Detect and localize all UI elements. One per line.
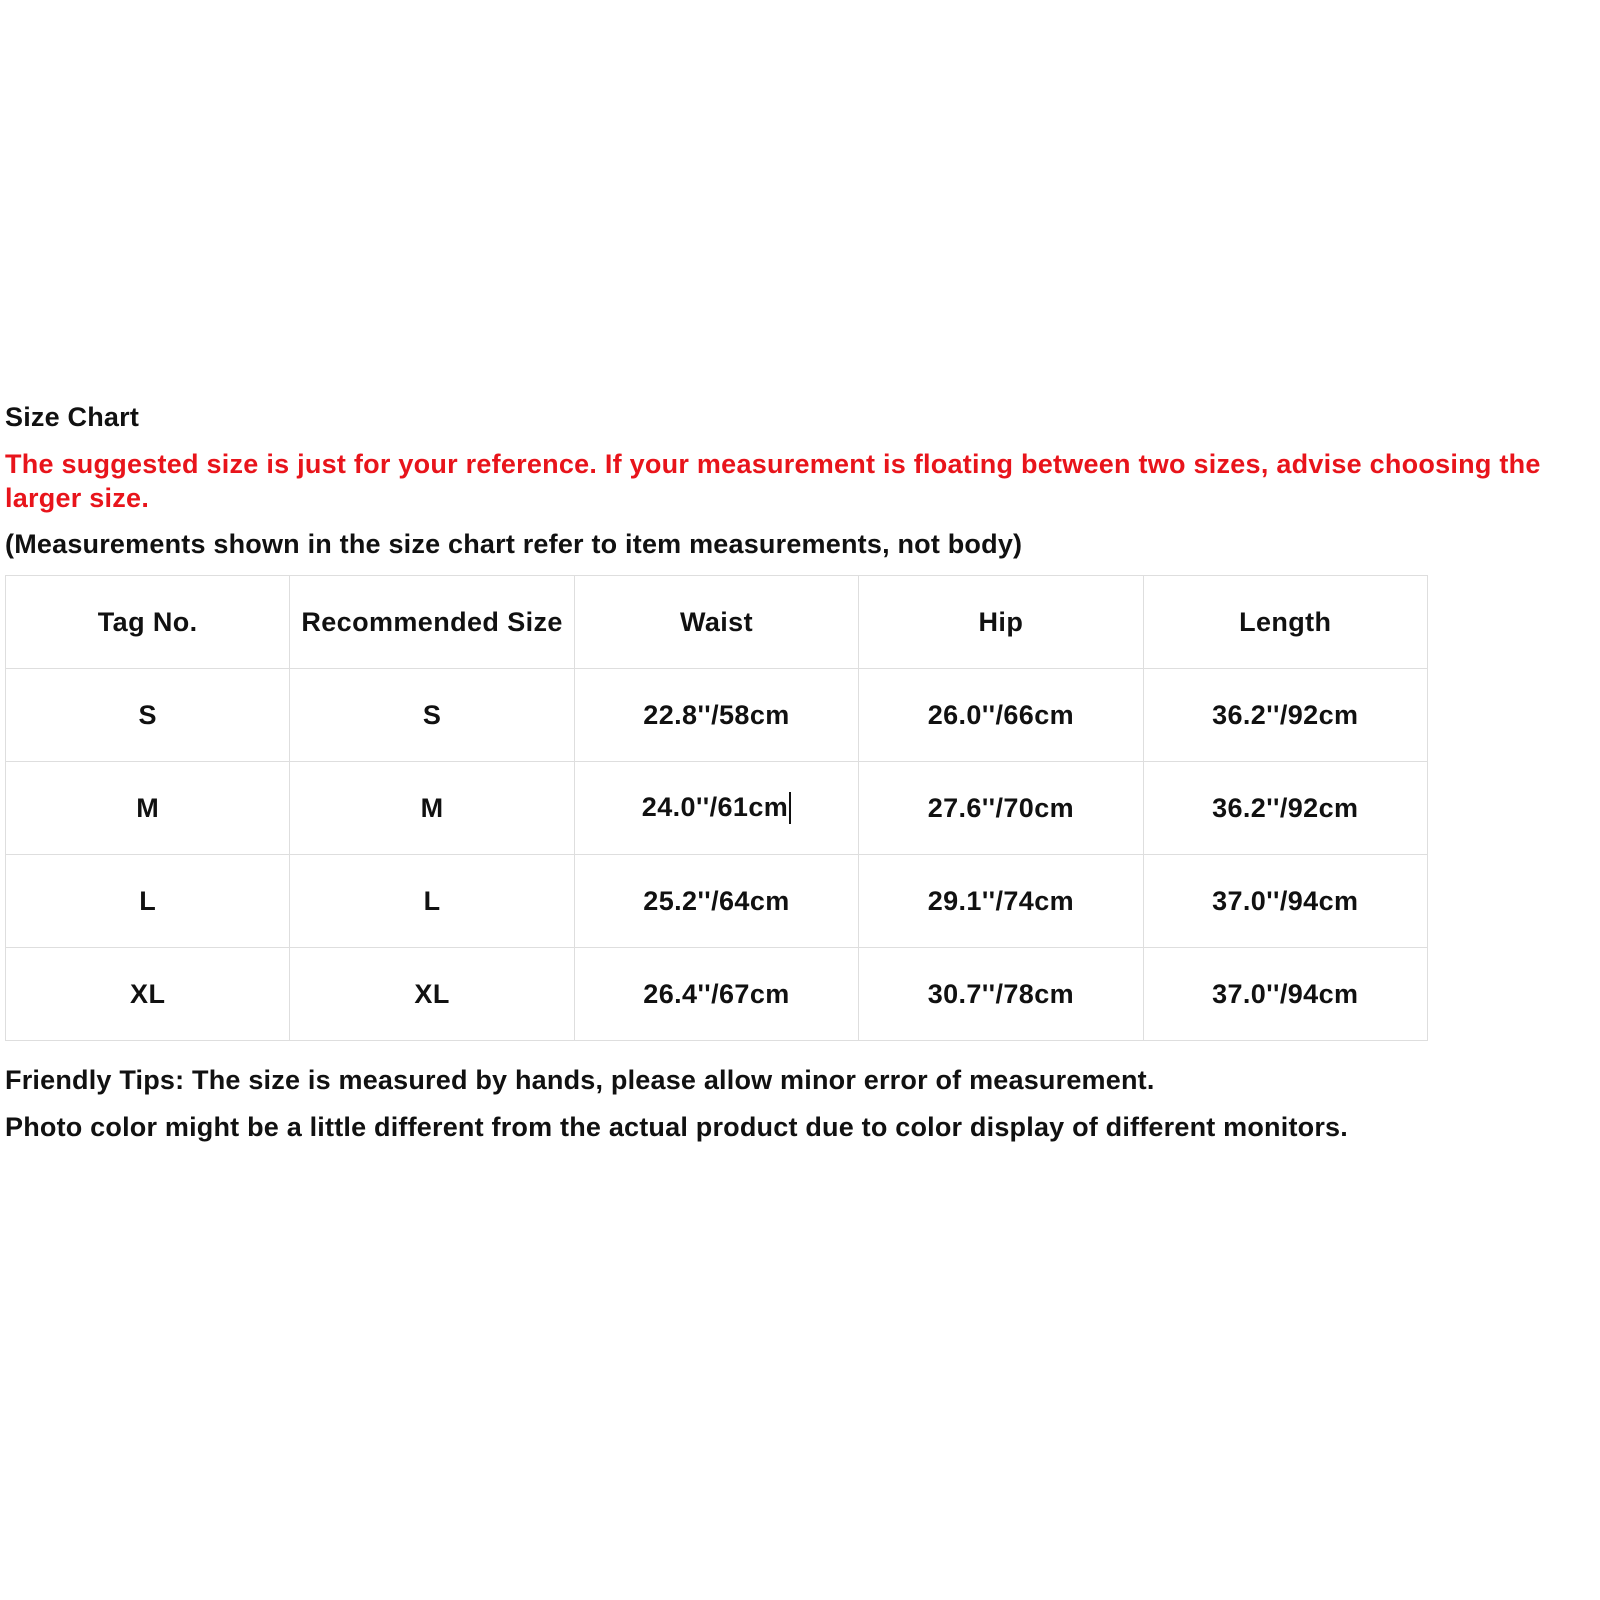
cell-length: 37.0''/94cm	[1143, 855, 1427, 948]
cell-waist[interactable]	[574, 762, 858, 855]
header-waist: Waist	[574, 576, 858, 669]
header-tag-no: Tag No.	[6, 576, 290, 669]
cell-tag-no: S	[6, 669, 290, 762]
tips-section	[5, 1063, 1595, 1144]
cell-hip: 26.0''/66cm	[859, 669, 1143, 762]
table-header-row	[6, 576, 1428, 669]
size-notice: The suggested size is just for your reference. If your measurement is floating between two sizes, advise choosing the larger size.	[5, 449, 1541, 513]
cell-length: 36.2''/92cm	[1143, 762, 1427, 855]
cell-hip: 27.6''/70cm	[859, 762, 1143, 855]
table-row	[6, 669, 1428, 762]
friendly-tip: Friendly Tips: The size is measured by hands, please allow minor error of measurement.	[5, 1065, 1155, 1095]
size-table	[5, 575, 1428, 1041]
page-title: Size Chart	[5, 402, 140, 432]
cell-hip: 29.1''/74cm	[859, 855, 1143, 948]
cell-waist-text: 24.0''/61cm	[641, 791, 789, 822]
measurement-note: (Measurements shown in the size chart refer to item measurements, not body)	[5, 529, 1023, 559]
size-chart-document	[5, 401, 1595, 1157]
cell-hip: 30.7''/78cm	[859, 948, 1143, 1041]
cell-tag-no: XL	[6, 948, 290, 1041]
cell-recommended-size: S	[290, 669, 574, 762]
cell-tag-no: L	[6, 855, 290, 948]
cell-recommended-size: XL	[290, 948, 574, 1041]
table-row	[6, 948, 1428, 1041]
header-recommended-size: Recommended Size	[290, 576, 574, 669]
header-length: Length	[1143, 576, 1427, 669]
cell-waist: 25.2''/64cm	[574, 855, 858, 948]
color-tip: Photo color might be a little different from the actual product due to color display of different monitors.	[5, 1112, 1348, 1142]
cell-length: 37.0''/94cm	[1143, 948, 1427, 1041]
table-row	[6, 855, 1428, 948]
text-cursor	[789, 792, 791, 824]
cell-tag-no: M	[6, 762, 290, 855]
table-row	[6, 762, 1428, 855]
cell-recommended-size: M	[290, 762, 574, 855]
cell-waist: 22.8''/58cm	[574, 669, 858, 762]
cell-recommended-size: L	[290, 855, 574, 948]
cell-length: 36.2''/92cm	[1143, 669, 1427, 762]
cell-waist: 26.4''/67cm	[574, 948, 858, 1041]
header-hip: Hip	[859, 576, 1143, 669]
